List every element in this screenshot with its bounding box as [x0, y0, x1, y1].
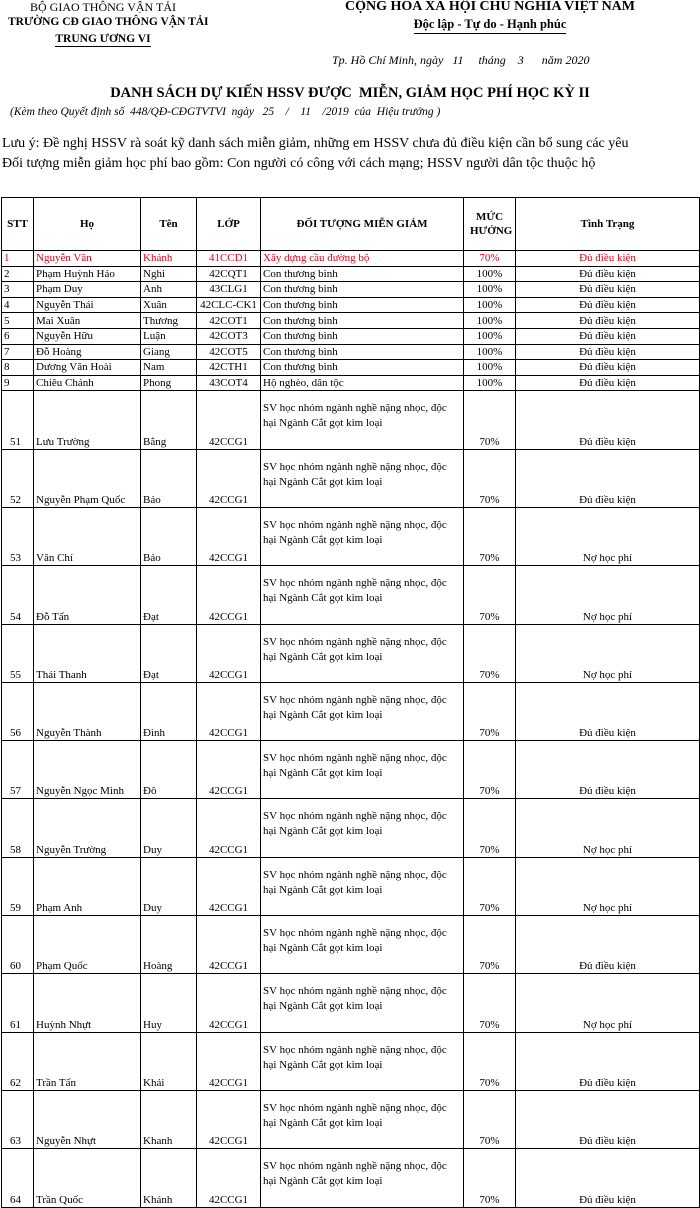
cell-doi-tuong: Hộ nghèo, dân tộc — [261, 375, 464, 391]
cell-stt: 55 — [2, 624, 34, 682]
table-row — [2, 344, 700, 360]
cell-doi-tuong: SV học nhóm ngành nghề nặng nhọc, độc hại Ngành Cắt gọt kim loại — [261, 857, 464, 915]
cell-stt: 53 — [2, 507, 34, 565]
cell-lop: 42CCG1 — [197, 857, 261, 915]
cell-tinh-trang: Đủ điều kiện — [516, 449, 700, 507]
table-row — [2, 741, 700, 799]
cell-ho: Nguyễn Thành — [34, 682, 141, 740]
cell-lop: 41CCD1 — [197, 251, 261, 267]
school-name: TRƯỜNG CĐ GIAO THÔNG VẬN TẢI — [8, 16, 209, 28]
cell-muc-huong: 70% — [464, 251, 516, 267]
cell-doi-tuong: SV học nhóm ngành nghề nặng nhọc, độc hại Ngành Cắt gọt kim loại — [261, 974, 464, 1032]
cell-ten: Khánh — [141, 251, 197, 267]
table-row — [2, 1149, 700, 1207]
cell-ten: Nghi — [141, 266, 197, 282]
cell-tinh-trang: Đủ điều kiện — [516, 328, 700, 344]
cell-muc-huong: 70% — [464, 624, 516, 682]
table-row — [2, 282, 700, 298]
cell-doi-tuong: Con thương binh — [261, 344, 464, 360]
cell-lop: 42CCG1 — [197, 799, 261, 857]
col-header-lop: LỚP — [197, 198, 261, 251]
cell-lop: 42COT3 — [197, 328, 261, 344]
cell-ho: Thái Thanh — [34, 624, 141, 682]
cell-doi-tuong: Con thương binh — [261, 328, 464, 344]
cell-tinh-trang: Nợ học phí — [516, 799, 700, 857]
cell-ho: Nguyễn Phạm Quốc — [34, 449, 141, 507]
table-row — [2, 507, 700, 565]
cell-lop: 42CCG1 — [197, 741, 261, 799]
cell-doi-tuong: SV học nhóm ngành nghề nặng nhọc, độc hại Ngành Cắt gọt kim loại — [261, 566, 464, 624]
cell-doi-tuong: Con thương binh — [261, 266, 464, 282]
cell-ten: Thương — [141, 313, 197, 329]
cell-ho: Đỗ Tấn — [34, 566, 141, 624]
table-row — [2, 360, 700, 376]
cell-doi-tuong: Con thương binh — [261, 297, 464, 313]
cell-tinh-trang: Đủ điều kiện — [516, 1032, 700, 1090]
cell-ten: Duy — [141, 799, 197, 857]
table-row — [2, 391, 700, 449]
cell-muc-huong: 70% — [464, 682, 516, 740]
table-body — [2, 251, 700, 1208]
cell-ho: Chiêu Chánh — [34, 375, 141, 391]
national-motto — [318, 17, 662, 32]
cell-muc-huong: 100% — [464, 375, 516, 391]
cell-stt: 64 — [2, 1149, 34, 1207]
cell-muc-huong: 70% — [464, 1090, 516, 1148]
cell-ho: Nguyễn Trường — [34, 799, 141, 857]
cell-tinh-trang: Nợ học phí — [516, 974, 700, 1032]
cell-ho: Phạm Duy — [34, 282, 141, 298]
cell-doi-tuong: SV học nhóm ngành nghề nặng nhọc, độc hại Ngành Cắt gọt kim loại — [261, 449, 464, 507]
cell-doi-tuong: SV học nhóm ngành nghề nặng nhọc, độc hại Ngành Cắt gọt kim loại — [261, 391, 464, 449]
col-header-ten: Tên — [141, 198, 197, 251]
cell-tinh-trang: Đủ điều kiện — [516, 313, 700, 329]
cell-doi-tuong: SV học nhóm ngành nghề nặng nhọc, độc hại Ngành Cắt gọt kim loại — [261, 916, 464, 974]
cell-lop: 42CCG1 — [197, 624, 261, 682]
cell-tinh-trang: Đủ điều kiện — [516, 916, 700, 974]
cell-muc-huong: 70% — [464, 1149, 516, 1207]
cell-stt: 4 — [2, 297, 34, 313]
cell-doi-tuong: SV học nhóm ngành nghề nặng nhọc, độc hại Ngành Cắt gọt kim loại — [261, 799, 464, 857]
table-row — [2, 328, 700, 344]
cell-doi-tuong: SV học nhóm ngành nghề nặng nhọc, độc hại Ngành Cắt gọt kim loại — [261, 741, 464, 799]
table-row — [2, 1090, 700, 1148]
cell-ho: Văn Chí — [34, 507, 141, 565]
cell-lop: 42CCG1 — [197, 916, 261, 974]
cell-lop: 42CCG1 — [197, 1090, 261, 1148]
table-row — [2, 566, 700, 624]
cell-ten: Phong — [141, 375, 197, 391]
table-row — [2, 799, 700, 857]
cell-doi-tuong: SV học nhóm ngành nghề nặng nhọc, độc hại Ngành Cắt gọt kim loại — [261, 1149, 464, 1207]
cell-tinh-trang: Nợ học phí — [516, 857, 700, 915]
col-header-muc-huong: MỨC HƯỞNG — [464, 198, 516, 251]
cell-ho: Nguyễn Ngọc Minh — [34, 741, 141, 799]
cell-ten: Nam — [141, 360, 197, 376]
cell-doi-tuong: SV học nhóm ngành nghề nặng nhọc, độc hại Ngành Cắt gọt kim loại — [261, 1032, 464, 1090]
table-row — [2, 313, 700, 329]
cell-muc-huong: 70% — [464, 449, 516, 507]
cell-muc-huong: 70% — [464, 391, 516, 449]
cell-muc-huong: 100% — [464, 344, 516, 360]
note-line-2: Đối tượng miễn giảm học phí bao gồm: Con người có công với cách mạng; HSSV người dân tộc thuộc hộ — [2, 156, 596, 171]
table-row — [2, 624, 700, 682]
cell-muc-huong: 100% — [464, 282, 516, 298]
cell-doi-tuong: SV học nhóm ngành nghề nặng nhọc, độc hại Ngành Cắt gọt kim loại — [261, 507, 464, 565]
cell-stt: 6 — [2, 328, 34, 344]
cell-tinh-trang: Đủ điều kiện — [516, 741, 700, 799]
cell-stt: 61 — [2, 974, 34, 1032]
cell-ten: Khánh — [141, 1149, 197, 1207]
cell-ho: Mai Xuân — [34, 313, 141, 329]
cell-muc-huong: 70% — [464, 916, 516, 974]
col-header-ho: Họ — [34, 198, 141, 251]
cell-stt: 59 — [2, 857, 34, 915]
exemption-table — [1, 197, 700, 1208]
cell-stt: 2 — [2, 266, 34, 282]
cell-doi-tuong: Con thương binh — [261, 282, 464, 298]
document-title: DANH SÁCH DỰ KIẾN HSSV ĐƯỢC MIỄN, GIẢM HỌC PHÍ HỌC KỲ II — [110, 85, 590, 101]
table-row — [2, 682, 700, 740]
table-row — [2, 916, 700, 974]
cell-tinh-trang: Nợ học phí — [516, 566, 700, 624]
table-row — [2, 375, 700, 391]
cell-muc-huong: 70% — [464, 974, 516, 1032]
cell-tinh-trang: Nợ học phí — [516, 507, 700, 565]
cell-stt: 5 — [2, 313, 34, 329]
cell-lop: 42CCG1 — [197, 974, 261, 1032]
cell-ho: Phạm Quốc — [34, 916, 141, 974]
cell-muc-huong: 100% — [464, 297, 516, 313]
cell-lop: 42CCG1 — [197, 682, 261, 740]
cell-tinh-trang: Đủ điều kiện — [516, 251, 700, 267]
cell-lop: 43CLG1 — [197, 282, 261, 298]
cell-ten: Khải — [141, 1032, 197, 1090]
table-row — [2, 449, 700, 507]
cell-muc-huong: 70% — [464, 741, 516, 799]
cell-stt: 62 — [2, 1032, 34, 1090]
cell-ho: Dương Văn Hoài — [34, 360, 141, 376]
table-row — [2, 1032, 700, 1090]
school-name-line2-text: TRUNG ƯƠNG VI — [55, 33, 151, 45]
cell-doi-tuong: SV học nhóm ngành nghề nặng nhọc, độc hại Ngành Cắt gọt kim loại — [261, 682, 464, 740]
cell-lop: 42CCG1 — [197, 391, 261, 449]
cell-stt: 54 — [2, 566, 34, 624]
cell-tinh-trang: Đủ điều kiện — [516, 1149, 700, 1207]
cell-tinh-trang: Đủ điều kiện — [516, 344, 700, 360]
cell-muc-huong: 70% — [464, 566, 516, 624]
cell-stt: 8 — [2, 360, 34, 376]
cell-ten: Khanh — [141, 1090, 197, 1148]
cell-ho: Trần Tấn — [34, 1032, 141, 1090]
cell-ten: Bằng — [141, 391, 197, 449]
cell-stt: 56 — [2, 682, 34, 740]
cell-doi-tuong: SV học nhóm ngành nghề nặng nhọc, độc hại Ngành Cắt gọt kim loại — [261, 1090, 464, 1148]
cell-ten: Luận — [141, 328, 197, 344]
ministry-name: BỘ GIAO THÔNG VẬN TẢI — [30, 0, 176, 14]
cell-lop: 42COT1 — [197, 313, 261, 329]
cell-ho: Nguyễn Văn — [34, 251, 141, 267]
cell-stt: 60 — [2, 916, 34, 974]
document-subtitle: (Kèm theo Quyết định số 448/QĐ-CĐGTVTVI ngày 25 / 11 /2019 của Hiệu trưởng ) — [10, 106, 441, 118]
cell-lop: 42CCG1 — [197, 449, 261, 507]
col-header-doi-tuong: ĐỐI TƯỢNG MIỄN GIẢM — [261, 198, 464, 251]
cell-stt: 63 — [2, 1090, 34, 1148]
cell-ten: Đô — [141, 741, 197, 799]
cell-muc-huong: 100% — [464, 313, 516, 329]
cell-ten: Đạt — [141, 624, 197, 682]
cell-muc-huong: 100% — [464, 328, 516, 344]
cell-stt: 51 — [2, 391, 34, 449]
cell-lop: 42CCG1 — [197, 507, 261, 565]
cell-muc-huong: 70% — [464, 1032, 516, 1090]
cell-stt: 1 — [2, 251, 34, 267]
cell-ho: Trần Quốc — [34, 1149, 141, 1207]
cell-ten: Giang — [141, 344, 197, 360]
country-name: CỘNG HÒA XÃ HỘI CHỦ NGHĨA VIỆT NAM — [344, 0, 635, 14]
cell-doi-tuong: SV học nhóm ngành nghề nặng nhọc, độc hại Ngành Cắt gọt kim loại — [261, 624, 464, 682]
cell-tinh-trang: Đủ điều kiện — [516, 360, 700, 376]
cell-doi-tuong: Xây dựng cầu đường bộ — [261, 251, 464, 267]
cell-doi-tuong: Con thương binh — [261, 360, 464, 376]
cell-lop: 42CCG1 — [197, 1149, 261, 1207]
table-row — [2, 857, 700, 915]
cell-muc-huong: 70% — [464, 857, 516, 915]
note-line-1: Lưu ý: Đề nghị HSSV rà soát kỹ danh sách miễn giảm, những em HSSV chưa đủ điều kiện cần bổ sung các yêu — [2, 136, 629, 151]
cell-ten: Đạt — [141, 566, 197, 624]
cell-ho: Phạm Huỳnh Hảo — [34, 266, 141, 282]
cell-tinh-trang: Nợ học phí — [516, 624, 700, 682]
cell-ten: Duy — [141, 857, 197, 915]
cell-stt: 7 — [2, 344, 34, 360]
cell-ten: Đình — [141, 682, 197, 740]
cell-lop: 42CCG1 — [197, 1032, 261, 1090]
cell-tinh-trang: Đủ điều kiện — [516, 375, 700, 391]
cell-stt: 52 — [2, 449, 34, 507]
cell-ten: Bảo — [141, 449, 197, 507]
table-row — [2, 251, 700, 267]
cell-tinh-trang: Đủ điều kiện — [516, 297, 700, 313]
cell-ho: Đỗ Hoàng — [34, 344, 141, 360]
cell-ten: Huy — [141, 974, 197, 1032]
cell-ho: Nguyễn Nhựt — [34, 1090, 141, 1148]
table-row — [2, 266, 700, 282]
cell-ho: Nguyễn Thái — [34, 297, 141, 313]
cell-tinh-trang: Đủ điều kiện — [516, 282, 700, 298]
cell-lop: 43COT4 — [197, 375, 261, 391]
cell-lop: 42CQT1 — [197, 266, 261, 282]
cell-stt: 3 — [2, 282, 34, 298]
cell-ho: Huỳnh Nhựt — [34, 974, 141, 1032]
table-row — [2, 297, 700, 313]
cell-lop: 42CCG1 — [197, 566, 261, 624]
cell-muc-huong: 100% — [464, 360, 516, 376]
cell-ten: Anh — [141, 282, 197, 298]
cell-lop: 42COT5 — [197, 344, 261, 360]
cell-lop: 42CTH1 — [197, 360, 261, 376]
cell-stt: 58 — [2, 799, 34, 857]
cell-stt: 9 — [2, 375, 34, 391]
cell-ho: Lưu Trường — [34, 391, 141, 449]
cell-ho: Phạm Anh — [34, 857, 141, 915]
cell-ten: Hoàng — [141, 916, 197, 974]
table-row — [2, 974, 700, 1032]
cell-muc-huong: 100% — [464, 266, 516, 282]
table-header-row — [2, 198, 700, 251]
national-motto-text: Độc lập - Tự do - Hạnh phúc — [414, 17, 567, 34]
col-header-tinh-trang: Tình Trạng — [516, 198, 700, 251]
document-date: Tp. Hồ Chí Minh, ngày 11 tháng 3 năm 2020 — [332, 53, 590, 67]
cell-ten: Xuân — [141, 297, 197, 313]
cell-muc-huong: 70% — [464, 799, 516, 857]
cell-stt: 57 — [2, 741, 34, 799]
cell-ten: Bảo — [141, 507, 197, 565]
cell-muc-huong: 70% — [464, 507, 516, 565]
cell-tinh-trang: Đủ điều kiện — [516, 682, 700, 740]
cell-lop: 42CLC-CK1 — [197, 297, 261, 313]
cell-tinh-trang: Đủ điều kiện — [516, 1090, 700, 1148]
cell-tinh-trang: Đủ điều kiện — [516, 391, 700, 449]
cell-doi-tuong: Con thương binh — [261, 313, 464, 329]
school-name-line2 — [8, 33, 198, 45]
cell-tinh-trang: Đủ điều kiện — [516, 266, 700, 282]
cell-ho: Nguyễn Hữu — [34, 328, 141, 344]
col-header-stt: STT — [2, 198, 34, 251]
